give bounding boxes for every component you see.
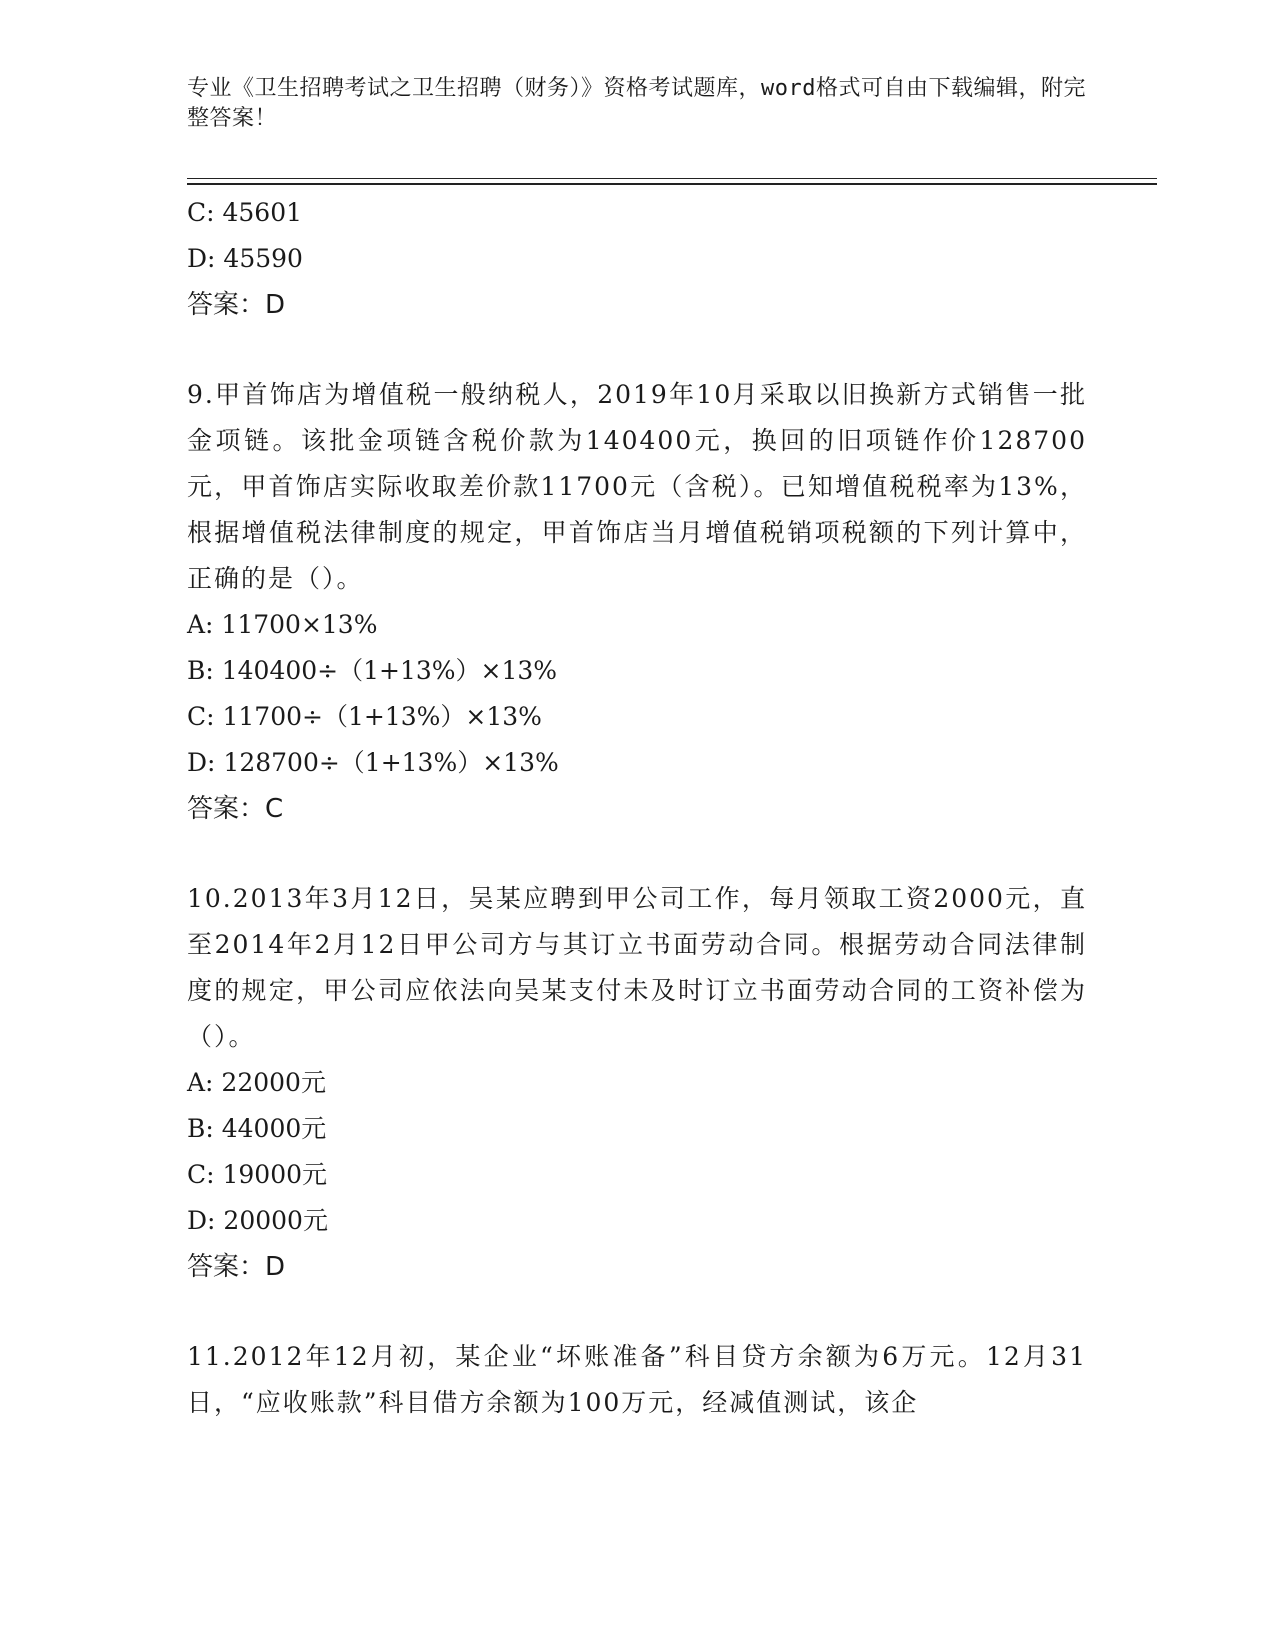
question-10 — [187, 876, 1087, 1290]
option-d: D: 45590 — [187, 244, 303, 273]
answer-line: 答案：C — [187, 794, 284, 824]
header-divider-thick — [187, 183, 1157, 185]
question-11 — [187, 1334, 1087, 1426]
option-b: B: 44000元 — [187, 1114, 327, 1143]
question-text: 9.甲首饰店为增值税一般纳税人，2019年10月采取以旧换新方式销售一批金项链。该批金项链含税价款为140400元，换回的旧项链作价128700元，甲首饰店实际收取差价款11700元（含税）。已知增值税税率为13%，根据增值税法律制度的规定，甲首饰店当月增值税销项税额的下列计算中，正确的是（）。 — [187, 380, 1087, 593]
answer-line: 答案：D — [187, 290, 286, 320]
option-d: D: 128700÷（1+13%）×13% — [187, 748, 559, 777]
option-a: A: 22000元 — [187, 1068, 326, 1097]
answer-line: 答案：D — [187, 1252, 286, 1282]
option-b: B: 140400÷（1+13%）×13% — [187, 656, 558, 685]
question-content — [187, 190, 1087, 1426]
question-text: 10.2013年3月12日，吴某应聘到甲公司工作，每月领取工资2000元，直至2014年2月12日甲公司方与其订立书面劳动合同。根据劳动合同法律制度的规定，甲公司应依法向吴某支付未及时订立书面劳动合同的工资补偿为（）。 — [187, 884, 1087, 1051]
option-c: C: 19000元 — [187, 1160, 328, 1189]
previous-question-tail — [187, 190, 1087, 328]
header-divider — [187, 178, 1157, 179]
option-c: C: 45601 — [187, 198, 303, 227]
option-c: C: 11700÷（1+13%）×13% — [187, 702, 542, 731]
question-9 — [187, 372, 1087, 832]
document-header: 专业《卫生招聘考试之卫生招聘（财务）》资格考试题库，word格式可自由下载编辑，附完整答案！ — [187, 76, 1086, 131]
option-d: D: 20000元 — [187, 1206, 328, 1235]
question-text: 11.2012年12月初，某企业“坏账准备”科目贷方余额为6万元。12月31日，“应收账款”科目借方余额为100万元，经减值测试，该企 — [187, 1342, 1087, 1417]
option-a: A: 11700×13% — [187, 610, 378, 639]
